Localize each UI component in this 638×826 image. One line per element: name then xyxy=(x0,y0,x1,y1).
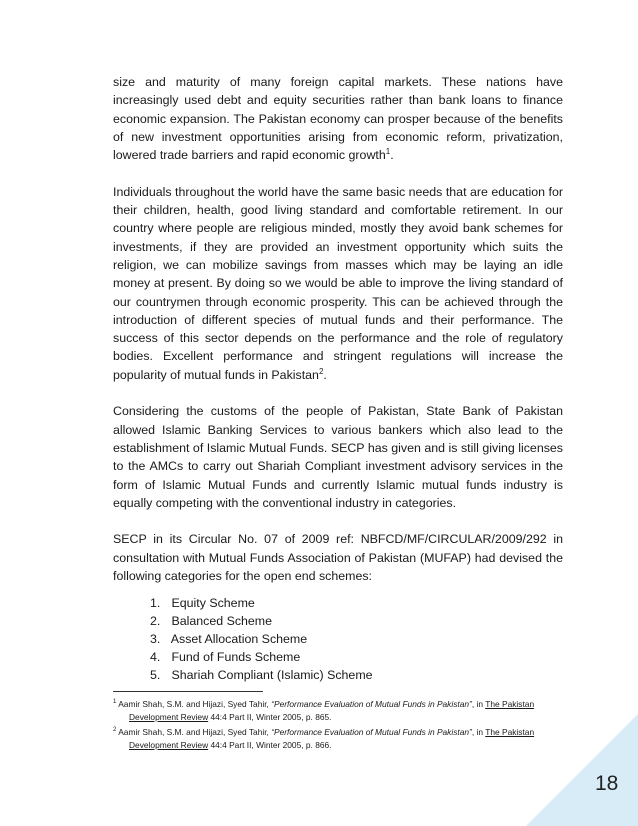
paragraph-2: Individuals throughout the world have the same basic needs that are education for their children, health, good living standard and comfortable retirement. In our country where people are religious minded, mostly they avoid bank schemes for investments, if they are provided an investment opportunity which suits the religion, we can mobilize savings from masses which may be laying an idle money at present. By doing so we would be able to improve the living standard of our countrymen through economic prosperity. This can be achieved through the introduction of different species of mutual funds and their performance. The success of this sector depends on the performance and the role of regulatory bodies. Excellent performance and stringent regulations will increase the popularity of mutual funds in Pakistan$^2$. xyxy=(113,184,563,382)
corner-triangle xyxy=(526,714,638,826)
page-number: 18 xyxy=(595,772,619,795)
list-item: 1. Equity Scheme xyxy=(150,596,255,611)
footnote-2: $^2$ Aamir Shah, S.M. and Hijazi, Syed Tahir, “Performance Evaluation of Mutual Funds in Pakistan”, in The Pakistan Development Review 44:4 Part II, Winter 2005, p. 866. xyxy=(113,727,535,750)
list-item: 3. Asset Allocation Scheme xyxy=(150,632,308,647)
footnote-ref-2[interactable]: 2 xyxy=(318,366,324,376)
journal-link[interactable]: The Pakistan Development Review xyxy=(129,727,535,750)
paragraph-3: Considering the customs of the people of Pakistan, State Bank of Pakistan allowed Islamic Banking Services to various bankers which also lead to the establishment of Islamic Mutual Funds. SECP has given and is still giving licenses to the AMCs to carry out Shariah Compliant investment advisory services in the form of Islamic Mutual Funds and currently Islamic mutual funds industry is equally competing with the conventional industry in categories. xyxy=(113,404,563,510)
footnote-ref-1[interactable]: 1 xyxy=(385,147,391,157)
list-item: 5. Shariah Compliant (Islamic) Scheme xyxy=(150,668,373,683)
list-item: 4. Fund of Funds Scheme xyxy=(150,650,301,665)
paragraph-1: size and maturity of many foreign capital markets. These nations have increasingly used debt and equity securities rather than bank loans to finance economic expansion. The Pakistan economy can prosper because of the benefits of new investment opportunities arising from economic reform, privatization, lowered trade barriers and rapid economic growth$^1$. xyxy=(113,75,563,163)
footnote-1: $^1$ Aamir Shah, S.M. and Hijazi, Syed Tahir, “Performance Evaluation of Mutual Funds in Pakistan”, in The Pakistan Development Review 44:4 Part II, Winter 2005, p. 865. xyxy=(113,699,535,722)
scheme-list xyxy=(113,594,563,684)
corner-decoration xyxy=(526,714,638,826)
paragraph-4: SECP in its Circular No. 07 of 2009 ref: NBFCD/MF/CIRCULAR/2009/292 in consultation with Mutual Funds Association of Pakistan (MUFAP) had devised the following categories for the open end schemes: xyxy=(113,532,563,584)
list-item: 2. Balanced Scheme xyxy=(150,614,273,629)
body-text xyxy=(113,73,563,684)
footnote-divider xyxy=(113,691,263,692)
footnotes xyxy=(113,698,565,754)
journal-link[interactable]: The Pakistan Development Review xyxy=(129,699,535,722)
